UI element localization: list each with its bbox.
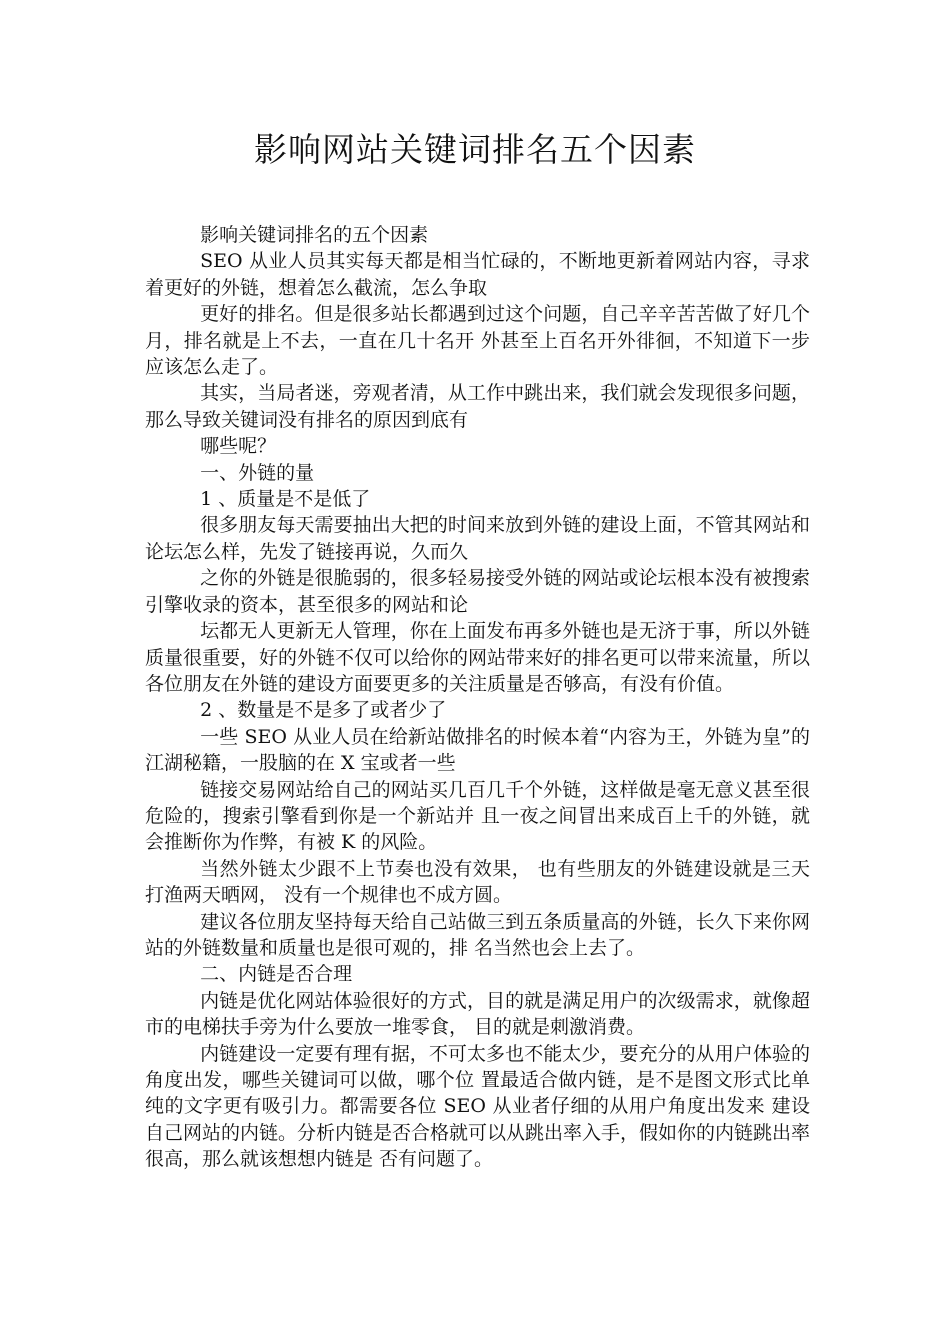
subsection-heading: 1 、质量是不是低了 bbox=[200, 488, 371, 511]
paragraph: 建议各位朋友坚持每天给自己站做三到五条质量高的外链，长久下来你网站的外链数量和质量也是很可观的，排 名当然也会上去了。 bbox=[145, 910, 810, 959]
paragraph: 链接交易网站给自己的网站买几百几千个外链，这样做是毫无意义甚至很危险的，搜索引擎看到你是一个新站并 且一夜之间冒出来成百上千的外链，就会推断你为作弊，有被 K 的风险。 bbox=[145, 778, 810, 854]
paragraph: 很多朋友每天需要抽出大把的时间来放到外链的建设上面，不管其网站和论坛怎么样，先发了链接再说，久而久 bbox=[145, 514, 810, 563]
paragraph: 一些 SEO 从业人员在给新站做排名的时候本着“内容为王，外链为皇”的江湖秘籍，一股脑的在 X 宝或者一些 bbox=[145, 725, 810, 775]
section-heading: 二、内链是否合理 bbox=[200, 963, 353, 986]
paragraph: 坛都无人更新无人管理，你在上面发布再多外链也是无济于事，所以外链质量很重要，好的外链不仅可以给你的网站带来好的排名更可以带来流量，所以各位朋友在外链的建设方面要更多的关注质量是否够高，有没有价值。 bbox=[145, 620, 811, 695]
paragraph: 其实，当局者迷，旁观者清，从工作中跳出来，我们就会发现很多问题，那么导致关键词没有排名的原因到底有 bbox=[145, 382, 810, 431]
subsection-heading: 2 、数量是不是多了或者少了 bbox=[200, 699, 447, 722]
paragraph: 哪些呢？ bbox=[200, 435, 277, 458]
document-body bbox=[145, 222, 810, 1173]
paragraph: 更好的排名。但是很多站长都遇到过这个问题，自己辛辛苦苦做了好几个月，排名就是上不去，一直在几十名开 外甚至上百名开外徘徊，不知道下一步应该怎么走了。 bbox=[145, 303, 810, 379]
paragraph: SEO 从业人员其实每天都是相当忙碌的，不断地更新着网站内容，寻求着更好的外链，想着怎么截流，怎么争取 bbox=[145, 250, 810, 299]
paragraph: 当然外链太少跟不上节奏也没有效果， 也有些朋友的外链建设就是三天打渔两天晒网， 没有一个规律也不成方圆。 bbox=[145, 857, 810, 907]
paragraph: 之你的外链是很脆弱的，很多轻易接受外链的网站或论坛根本没有被搜索引擎收录的资本，甚至很多的网站和论 bbox=[145, 567, 810, 616]
paragraph: 影响关键词排名的五个因素 bbox=[200, 224, 429, 246]
paragraph: 内链是优化网站体验很好的方式，目的就是满足用户的次级需求，就像超市的电梯扶手旁为什么要放一堆零食， 目的就是刺激消费。 bbox=[145, 989, 810, 1039]
section-heading: 一、外链的量 bbox=[200, 461, 315, 484]
paragraph: 内链建设一定要有理有据，不可太多也不能太少，要充分的从用户体验的角度出发，哪些关键词可以做，哪个位 置最适合做内链，是不是图文形式比单纯的文字更有吸引力。都需要各位 SEO 从业者仔细的从用户角度出发来 建设自己网站的内链。分析内链是否合格就可以从跳出率入手，假如你的内链跳出率很高，那么就该想想内链是 否有问题了。 bbox=[145, 1042, 811, 1171]
document-title: 影响网站关键词排名五个因素 bbox=[254, 130, 696, 169]
